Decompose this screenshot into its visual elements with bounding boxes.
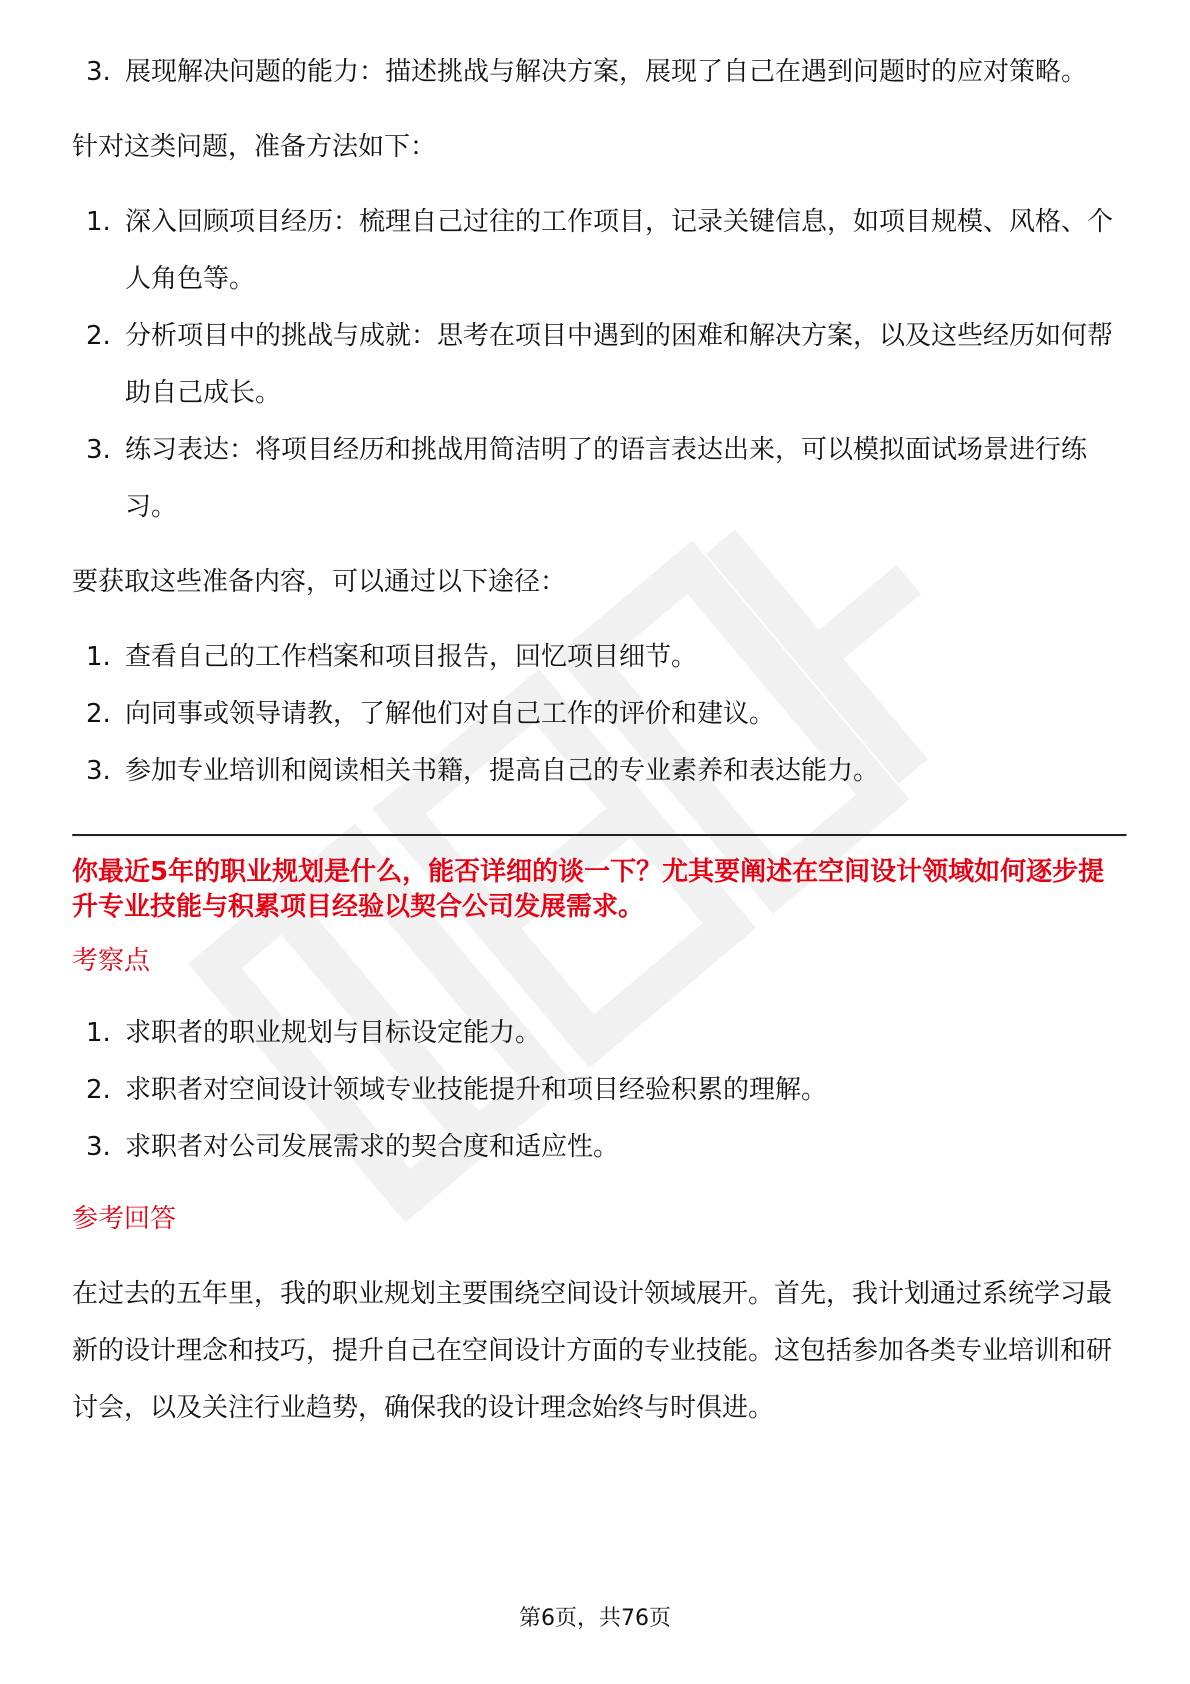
list-item (72, 194, 1127, 308)
list-text: 向同事或领导请教，了解他们对自己工作的评价和建议。 (125, 699, 776, 729)
source-list (72, 629, 1127, 800)
list-number: 3. (86, 57, 111, 87)
list-text: 求职者对空间设计领域专业技能提升和项目经验积累的理解。 (125, 1075, 828, 1105)
list-item (72, 1005, 1127, 1062)
list-text: 求职者对公司发展需求的契合度和适应性。 (125, 1132, 620, 1162)
list-number: 1. (86, 1018, 111, 1048)
answer-paragraph: 在过去的五年里，我的职业规划主要围绕空间设计领域展开。首先，我计划通过系统学习最新的设计理念和技巧，提升自己在空间设计方面的专业技能。这包括参加各类专业培训和研讨会，以及关注行业趋势，确保我的设计理念始终与时俱进。 (72, 1279, 1113, 1423)
list-number: 2. (86, 321, 111, 351)
list-number: 1. (86, 207, 111, 237)
answer-heading: 参考回答 (72, 1204, 177, 1234)
interview-question: 你最近5年的职业规划是什么，能否详细的谈一下？尤其要阐述在空间设计领域如何逐步提升专业技能与积累项目经验以契合公司发展需求。 (72, 857, 1105, 922)
list-text: 分析项目中的挑战与成就：思考在项目中遇到的困难和解决方案，以及这些经历如何帮助自己成长。 (125, 321, 1114, 408)
list-number: 2. (86, 699, 111, 729)
list-text: 查看自己的工作档案和项目报告，回忆项目细节。 (125, 642, 698, 672)
exam-points-list (72, 1005, 1127, 1176)
list-number: 1. (86, 642, 111, 672)
list-number: 3. (86, 756, 111, 786)
list-text: 求职者的职业规划与目标设定能力。 (125, 1018, 542, 1048)
document-content (72, 44, 1127, 1437)
sources-intro: 要获取这些准备内容，可以通过以下途径： (72, 567, 567, 597)
list-number: 3. (86, 435, 111, 465)
page-number: 第6页，共76页 (519, 1606, 671, 1631)
top-list (72, 44, 1127, 101)
list-item (72, 743, 1127, 800)
prep-list (72, 194, 1127, 536)
list-item (72, 1119, 1127, 1176)
list-text: 展现解决问题的能力：描述挑战与解决方案，展现了自己在遇到问题时的应对策略。 (125, 57, 1088, 87)
list-text: 深入回顾项目经历：梳理自己过往的工作项目，记录关键信息，如项目规模、风格、个人角色等。 (125, 207, 1114, 294)
list-number: 3. (86, 1132, 111, 1162)
list-number: 2. (86, 1075, 111, 1105)
exam-points-heading: 考察点 (72, 946, 151, 976)
list-item (72, 686, 1127, 743)
list-text: 参加专业培训和阅读相关书籍，提高自己的专业素养和表达能力。 (125, 756, 880, 786)
list-item (72, 44, 1127, 101)
list-item (72, 308, 1127, 422)
prep-intro: 针对这类问题，准备方法如下： (72, 132, 437, 162)
list-text: 练习表达：将项目经历和挑战用简洁明了的语言表达出来，可以模拟面试场景进行练习。 (125, 435, 1088, 522)
list-item (72, 422, 1127, 536)
list-item (72, 1062, 1127, 1119)
list-item (72, 629, 1127, 686)
